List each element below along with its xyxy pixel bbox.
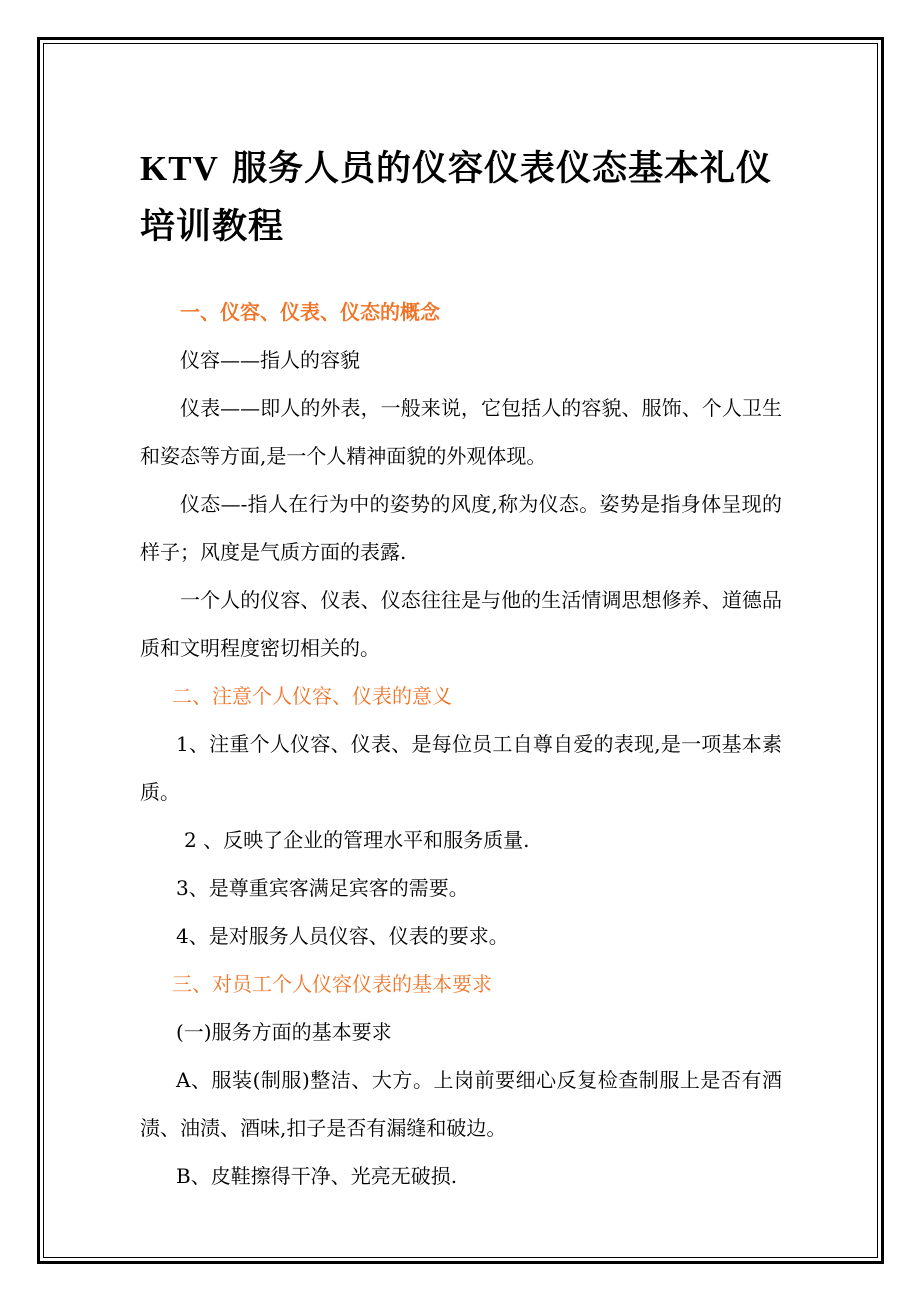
section-2-heading: 二、注意个人仪容、仪表的意义 bbox=[172, 684, 452, 708]
list-item-1: 1、注重个人仪容、仪表、是每位员工自尊自爱的表现,是一项基本素质。 bbox=[140, 732, 782, 804]
document-sections bbox=[140, 288, 782, 1200]
title-text: 服务人员的仪容仪表仪态基本礼仪培训教程 bbox=[140, 148, 773, 247]
document-title bbox=[140, 140, 782, 256]
list-item-a: A、服装(制服)整洁、大方。上岗前要细心反复检查制服上是否有酒渍、油渍、酒味,扣子是否有漏缝和破边。 bbox=[140, 1068, 782, 1140]
title-latin: KTV bbox=[140, 149, 219, 188]
list-item-4: 4、是对服务人员仪容、仪表的要求。 bbox=[176, 924, 509, 948]
list-item-2: 2 、反映了企业的管理水平和服务质量. bbox=[184, 828, 530, 852]
paragraph-rongmao: 仪容——指人的容貌 bbox=[180, 348, 360, 372]
subsection-1-heading: (一)服务方面的基本要求 bbox=[176, 1020, 392, 1044]
section-1-heading: 一、仪容、仪表、仪态的概念 bbox=[180, 300, 440, 324]
list-item-b: B、皮鞋擦得干净、光亮无破损. bbox=[176, 1164, 458, 1188]
paragraph-summary: 一个人的仪容、仪表、仪态往往是与他的生活情调思想修养、道德品质和文明程度密切相关的。 bbox=[140, 588, 782, 660]
paragraph-yibiao: 仪表——即人的外表，一般来说，它包括人的容貌、服饰、个人卫生和姿态等方面,是一个人精神面貌的外观体现。 bbox=[140, 396, 782, 468]
paragraph-yitai: 仪态—-指人在行为中的姿势的风度,称为仪态。姿势是指身体呈现的样子；风度是气质方面的表露. bbox=[140, 492, 782, 564]
list-item-3: 3、是尊重宾客满足宾客的需要。 bbox=[176, 876, 469, 900]
section-3-heading: 三、对员工个人仪容仪表的基本要求 bbox=[172, 972, 492, 996]
document-body bbox=[140, 140, 782, 1200]
